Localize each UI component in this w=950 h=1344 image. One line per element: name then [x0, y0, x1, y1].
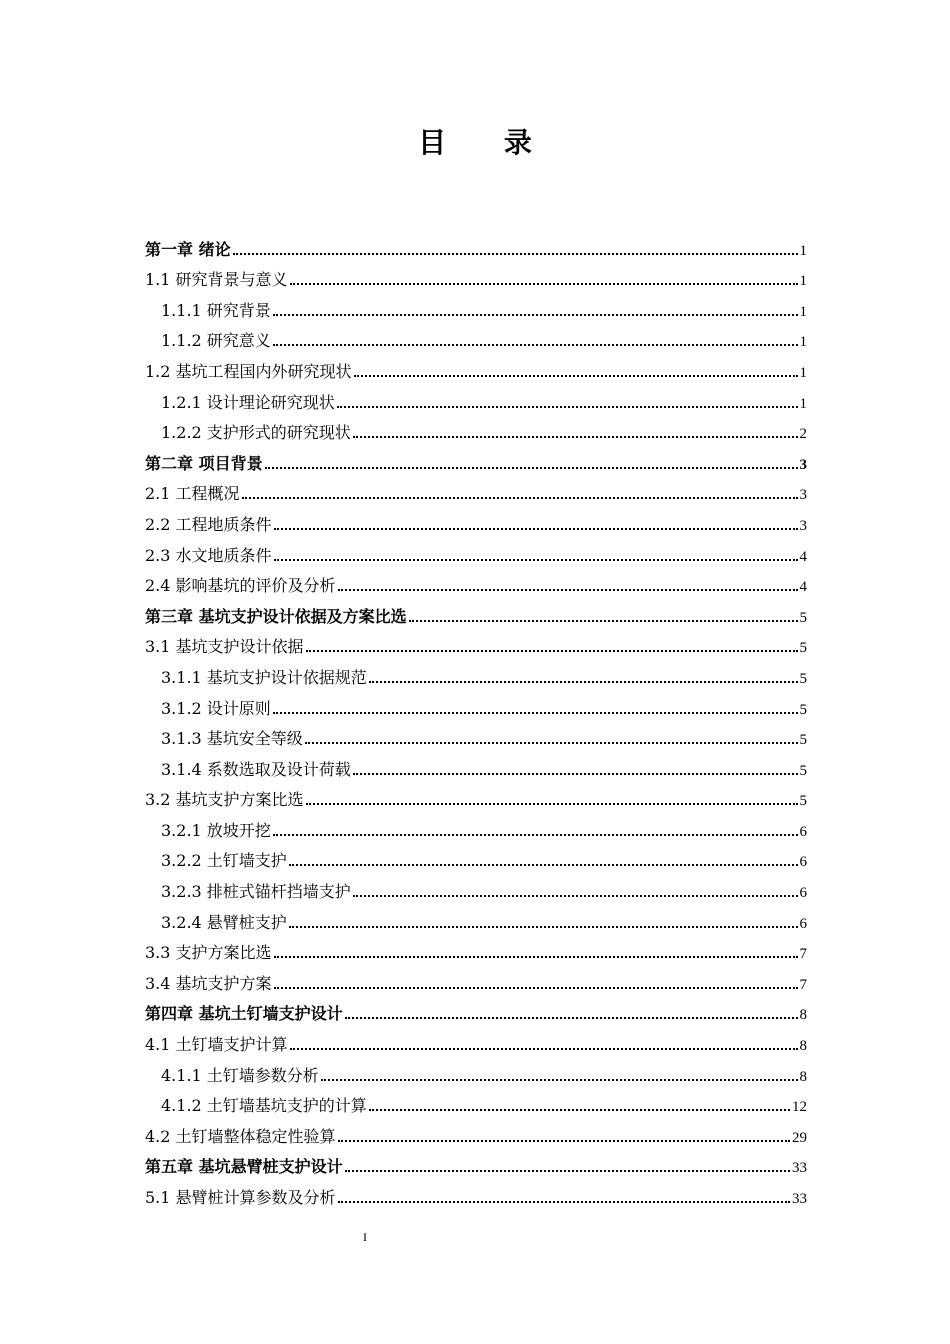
toc-entry[interactable] [145, 933, 807, 964]
dot-leader [354, 374, 798, 377]
toc-chapter-entry[interactable] [145, 994, 807, 1025]
toc-entry[interactable] [145, 1086, 807, 1117]
toc-entry[interactable] [145, 1177, 807, 1208]
toc-entry-label: 第一章 绪论 [145, 239, 231, 259]
toc-entry-page: 33 [792, 1160, 807, 1177]
toc-entry-label: 1.2 基坑工程国内外研究现状 [145, 361, 352, 381]
dot-leader [242, 496, 798, 499]
table-of-contents [145, 229, 807, 1208]
dot-leader [338, 1200, 790, 1203]
toc-entry-label: 3.2.1 放坡开挖 [161, 820, 271, 840]
toc-entry[interactable] [145, 749, 807, 780]
toc-entry-label: 2.2 工程地质条件 [145, 514, 272, 534]
toc-entry[interactable] [145, 871, 807, 902]
toc-entry[interactable] [145, 535, 807, 566]
toc-chapter-entry[interactable] [145, 229, 807, 260]
toc-entry-label: 3.3 支护方案比选 [145, 943, 272, 963]
toc-entry-page: 6 [799, 854, 807, 871]
toc-entry-label: 3.2.4 悬臂桩支护 [161, 912, 287, 932]
toc-entry-label: 3.2 基坑支护方案比选 [145, 790, 304, 810]
toc-chapter-entry[interactable] [145, 443, 807, 474]
toc-entry[interactable] [145, 566, 807, 597]
toc-entry-label: 2.3 水文地质条件 [145, 545, 272, 565]
toc-entry-label: 3.1.4 系数选取及设计荷载 [161, 759, 351, 779]
toc-entry-label: 3.1.1 基坑支护设计依据规范 [161, 667, 367, 687]
toc-entry-page: 8 [799, 1068, 807, 1085]
toc-entry-page: 1 [799, 334, 807, 351]
toc-entry[interactable] [145, 810, 807, 841]
toc-entry[interactable] [145, 1116, 807, 1147]
dot-leader [353, 435, 798, 438]
toc-entry[interactable] [145, 474, 807, 505]
dot-leader [353, 772, 798, 775]
toc-entry-page: 5 [799, 793, 807, 810]
dot-leader [409, 619, 798, 622]
toc-entry-page: 5 [799, 762, 807, 779]
dot-leader [273, 313, 798, 316]
toc-entry[interactable] [145, 504, 807, 535]
toc-entry-label: 3.1 基坑支护设计依据 [145, 637, 304, 657]
page-number: I [363, 1230, 367, 1244]
toc-entry-page: 8 [799, 1038, 807, 1055]
toc-entry-page: 1 [799, 303, 807, 320]
dot-leader [274, 558, 798, 561]
dot-leader [338, 1139, 790, 1142]
toc-entry[interactable] [145, 627, 807, 658]
toc-entry[interactable] [145, 351, 807, 382]
toc-entry-page: 7 [799, 946, 807, 963]
dot-leader [289, 863, 798, 866]
toc-entry-label: 1.2.2 支护形式的研究现状 [161, 423, 351, 443]
dot-leader [338, 588, 798, 591]
toc-entry-page: 5 [799, 732, 807, 749]
toc-entry-label: 4.1.1 土钉墙参数分析 [161, 1065, 319, 1085]
toc-entry-label: 2.4 影响基坑的评价及分析 [145, 576, 336, 596]
toc-entry-label: 4.2 土钉墙整体稳定性验算 [145, 1126, 336, 1146]
dot-leader [289, 925, 798, 928]
toc-entry[interactable] [145, 719, 807, 750]
toc-entry-label: 3.2.3 排桩式锚杆挡墙支护 [161, 882, 351, 902]
toc-entry-page: 3 [799, 456, 807, 473]
dot-leader [274, 955, 798, 958]
dot-leader [274, 527, 798, 530]
toc-entry[interactable] [145, 382, 807, 413]
dot-leader [290, 282, 798, 285]
toc-entry-page: 2 [799, 426, 807, 443]
toc-entry[interactable] [145, 841, 807, 872]
toc-entry-label: 3.1.2 设计原则 [161, 698, 271, 718]
toc-entry-page: 3 [799, 487, 807, 504]
toc-entry-page: 8 [799, 1007, 807, 1024]
dot-leader [369, 1108, 790, 1111]
toc-entry[interactable] [145, 1055, 807, 1086]
toc-entry-page: 7 [799, 976, 807, 993]
toc-entry-page: 1 [799, 395, 807, 412]
toc-entry-label: 1.1.1 研究背景 [161, 300, 271, 320]
toc-entry-page: 6 [799, 823, 807, 840]
dot-leader [274, 986, 798, 989]
dot-leader [306, 649, 798, 652]
toc-entry-page: 12 [792, 1099, 807, 1116]
toc-entry-page: 3 [799, 517, 807, 534]
toc-entry[interactable] [145, 902, 807, 933]
toc-entry[interactable] [145, 1024, 807, 1055]
toc-entry-page: 4 [799, 548, 807, 565]
toc-entry[interactable] [145, 260, 807, 291]
toc-entry-page: 4 [799, 579, 807, 596]
dot-leader [345, 1169, 790, 1172]
dot-leader [369, 680, 798, 683]
toc-entry-label: 3.4 基坑支护方案 [145, 973, 272, 993]
toc-entry-label: 第四章 基坑土钉墙支护设计 [145, 1004, 343, 1024]
toc-entry[interactable] [145, 321, 807, 352]
toc-entry-page: 5 [799, 640, 807, 657]
dot-leader [305, 741, 798, 744]
toc-entry-label: 4.1 土钉墙支护计算 [145, 1035, 288, 1055]
dot-leader [265, 466, 798, 469]
toc-entry-page: 29 [792, 1129, 807, 1146]
toc-entry[interactable] [145, 780, 807, 811]
toc-entry[interactable] [145, 963, 807, 994]
dot-leader [306, 802, 798, 805]
toc-entry-label: 3.1.3 基坑安全等级 [161, 729, 303, 749]
toc-entry[interactable] [145, 688, 807, 719]
toc-entry-label: 第三章 基坑支护设计依据及方案比选 [145, 606, 407, 626]
toc-entry-label: 1.1.2 研究意义 [161, 331, 271, 351]
toc-entry-label: 第五章 基坑悬臂桩支护设计 [145, 1157, 343, 1177]
toc-entry-page: 5 [799, 609, 807, 626]
toc-entry-page: 5 [799, 701, 807, 718]
toc-entry[interactable] [145, 413, 807, 444]
dot-leader [345, 1016, 798, 1019]
dot-leader [273, 711, 798, 714]
dot-leader [353, 894, 798, 897]
toc-entry-label: 1.2.1 设计理论研究现状 [161, 392, 335, 412]
toc-entry-label: 5.1 悬臂桩计算参数及分析 [145, 1188, 336, 1207]
dot-leader [233, 252, 798, 255]
dot-leader [290, 1047, 798, 1050]
toc-entry-page: 6 [799, 915, 807, 932]
toc-entry-label: 第二章 项目背景 [145, 453, 263, 473]
dot-leader [273, 343, 798, 346]
page-title: 目 录 [418, 126, 556, 159]
toc-entry[interactable] [145, 290, 807, 321]
dot-leader [321, 1078, 798, 1081]
toc-entry-page: 1 [799, 364, 807, 381]
toc-entry-page: 1 [799, 242, 807, 259]
toc-entry[interactable] [145, 657, 807, 688]
dot-leader [337, 405, 798, 408]
toc-entry-page: 1 [799, 273, 807, 290]
toc-entry-page: 5 [799, 670, 807, 687]
toc-entry-page: 33 [792, 1191, 807, 1207]
dot-leader [273, 833, 798, 836]
toc-entry-label: 3.2.2 土钉墙支护 [161, 851, 287, 871]
toc-chapter-entry[interactable] [145, 1147, 807, 1178]
toc-entry-label: 1.1 研究背景与意义 [145, 270, 288, 290]
toc-entry-label: 4.1.2 土钉墙基坑支护的计算 [161, 1096, 367, 1116]
toc-chapter-entry[interactable] [145, 596, 807, 627]
toc-entry-page: 6 [799, 885, 807, 902]
toc-entry-label: 2.1 工程概况 [145, 484, 240, 504]
